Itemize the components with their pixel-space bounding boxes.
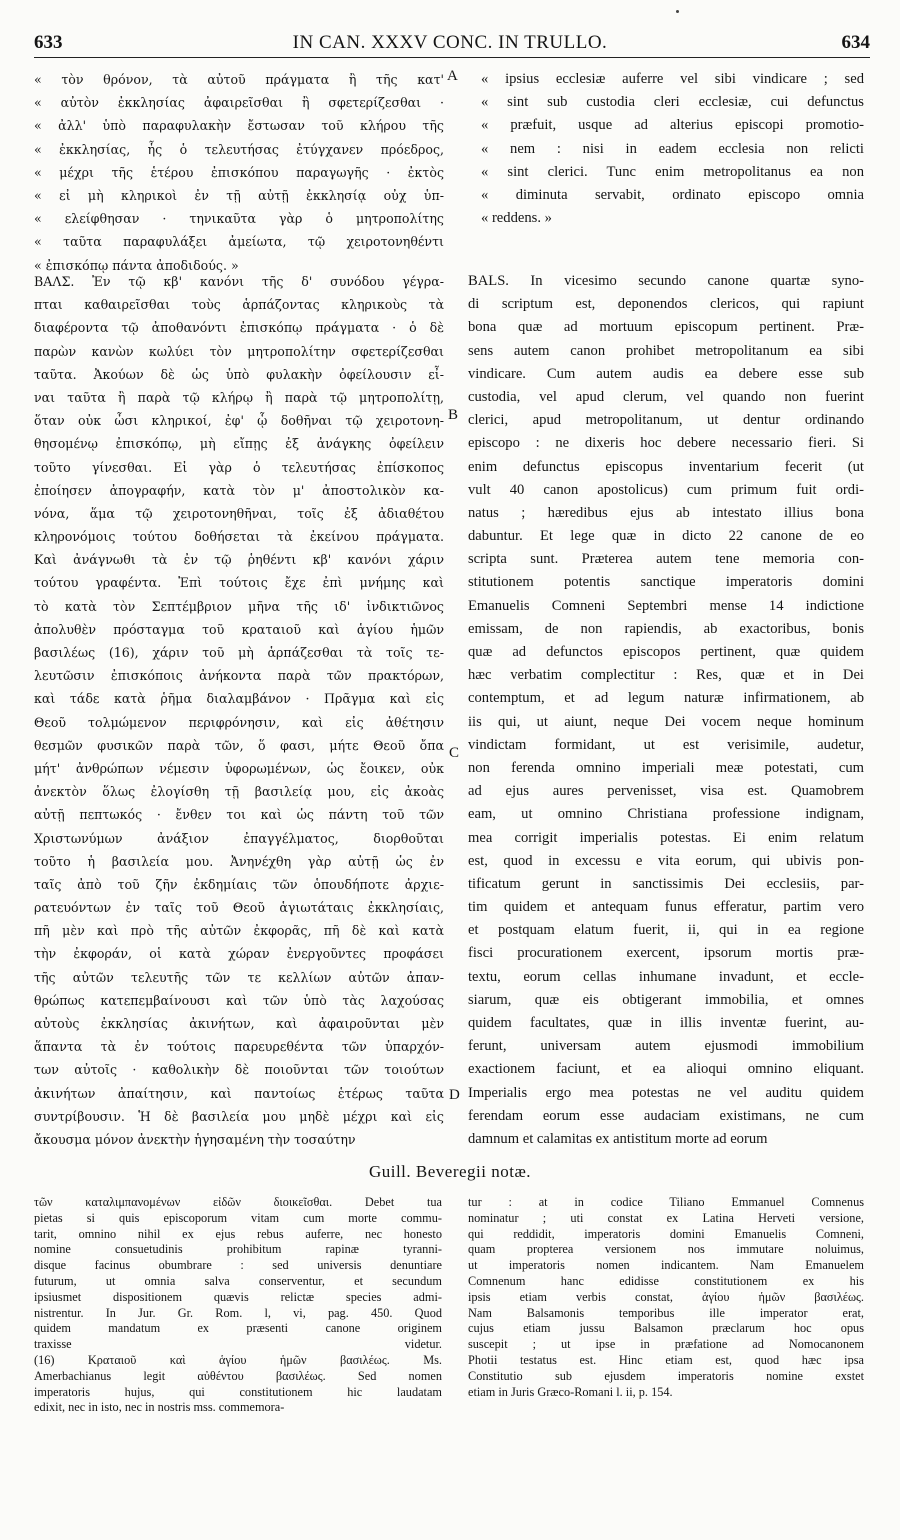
text-line: cujus etiam jussu Balsamon præclarum hoc opus	[468, 1321, 864, 1336]
text-line: Nam Balsamonis temporibus ille imperator erat,	[468, 1305, 864, 1320]
margin-letter-a: A	[447, 68, 458, 84]
page-number-left: 633	[34, 32, 63, 53]
text-line: των αὐτοῖς · καθολικὴν δὲ ποιοῦνται τῶν τοιούτων	[34, 1062, 444, 1078]
text-line: βασιλέως (16), χάριν τοῦ μὴ ἁρπάζεσθαι τὰ τοῖς τε-	[34, 645, 444, 660]
text-line: « reddens. »	[481, 210, 552, 227]
text-line: vult 40 canon apostolicus) cum primum fuit ordi-	[468, 481, 864, 498]
text-line: qui reddidit, imperatoris domini Emanuelis Comneni,	[468, 1226, 864, 1241]
text-line: ipsiusmet dispositionem quævis relictæ species admi-	[34, 1289, 442, 1304]
running-title: IN CAN. XXXV CONC. IN TRULLO.	[292, 32, 608, 53]
text-line: nominatur ; uti constat ex Latina Herveti versione,	[468, 1210, 864, 1225]
text-line: « ἀλλ' ὑπὸ παραφυλακὴν ἔστωσαν τοῦ κλήρου τῆς	[34, 118, 444, 134]
text-line: etiam in Juris Græco-Romani l. ii, p. 154.	[468, 1384, 673, 1399]
text-line: τὸ κατὰ τὸν Σεπτέμβριον μῆνα τῆς ιδ' ἰνδικτιῶνος	[34, 598, 444, 614]
text-line: διαφέροντα τῷ ἀποθανόντι ἐπισκόπῳ πράγματα · ὁ δὲ	[34, 320, 444, 336]
text-line: episcopo : ne dixeris hoc debere necessario fieri. Si	[468, 435, 864, 452]
text-line: ἀνεκτὸν ὅλως ἐλογίσθη τῇ βασιλείᾳ μου, εἰς ἀκοὰς	[34, 784, 444, 800]
page-number-right: 634	[841, 32, 870, 53]
notes-right-column	[468, 1195, 864, 1400]
text-line: BALS. In vicesimo secundo canone quartæ syno-	[468, 273, 864, 289]
text-line: futurum, ut omnia salva conserventur, et secundum	[34, 1273, 442, 1288]
text-line: eam, ut omnino Christiana professione indignam,	[468, 806, 864, 823]
text-line: λευτῶσιν ἐπισκόποις ἀνήκοντα παρὰ τῶν πρακτόρων,	[34, 668, 444, 684]
text-line: damnum et calamitas ex antistitum morte ad eorum	[468, 1130, 768, 1147]
text-line: contemptum, et ad legum naturæ infirmationem, ab	[468, 690, 864, 707]
text-line: exactionem faciunt, et ea alioqui omnino eliquant.	[468, 1061, 864, 1078]
text-line: vindictam formidant, ut est verisimile, audetur,	[468, 736, 864, 753]
text-line: hæc verbatim complectitur : Res, quæ et in Dei	[468, 667, 864, 684]
text-line: non ferenda omnino imperiali meæ potestati, cum	[468, 759, 864, 776]
margin-letter-b: B	[448, 407, 459, 423]
text-line: « præfuit, usque ad alterius episcopi promotio-	[481, 117, 864, 134]
notes-heading: Guill. Beveregii notæ.	[368, 1162, 532, 1181]
margin-letter-c: C	[449, 745, 460, 761]
latin-commentary-balsamon	[468, 270, 864, 1151]
text-line: « αὐτὸν ἐκκλησίας ἀφαιρεῖσθαι ἢ σφετερίζεσθαι ·	[34, 95, 444, 111]
text-line: « ταῦτα παραφυλάξει ἀμείωτα, τῷ χειροτονηθέντι	[34, 234, 444, 250]
text-line: vindicare. Cum autem audis ea debere esse sub	[468, 365, 864, 382]
text-line: καὶ τάδε κατὰ ῥῆμα διαλαμβάνον · Πρᾶγμα καὶ εἰς	[34, 691, 444, 707]
text-line: ut imperatoris nomen indicantem. Nam Emanuelem	[468, 1258, 864, 1273]
text-line: θησομένῳ ἐπισκόπῳ, μὴ εἴπῃς ἐξ ἀνάγκης ὀφείλειν	[34, 436, 444, 452]
text-line: ὅταν οὐκ ὦσι κληρικοί, ἐφ' ᾧ δοθῆναι τῷ χειροτονη-	[34, 413, 444, 429]
text-line: αὐτῇ πεπτωκός · ἔνθεν τοι καὶ ὡς πάντη τοῦ τῶν	[34, 807, 444, 823]
text-line: tim quidem et antequam funus efferatur, partim vero	[468, 899, 864, 916]
text-line: (16) Κραταιοῦ καὶ ἁγίου ἡμῶν βασιλέως. Ms.	[34, 1352, 442, 1367]
text-line: et postquam elatum fuerit, ii, qui in ea regione	[468, 922, 864, 939]
text-line: « ἐκκλησίας, ἧς ὁ τελευτήσας ἐτύγχανεν πρόεδρος,	[34, 141, 444, 157]
text-line: « τὸν θρόνον, τὰ αὐτοῦ πράγματα ἢ τῆς κατ'	[34, 72, 444, 87]
text-line: Constitutio sub ejusdem imperatoris nomine exstet	[468, 1368, 864, 1383]
text-line: « μέχρι τῆς ἑτέρου ἐπισκόπου παραγωγῆς · ἐκτὸς	[34, 164, 444, 180]
text-line: emissam, de non rapiendis, ab exactoribus, bonis	[468, 620, 864, 637]
text-line: custodia, vel apud clerum, vel quando non fuerint	[468, 388, 864, 405]
text-line: ταῖς ἀπὸ τοῦ ζῆν ἐκδημίαις τῶν ὁπουδήποτε ἀρχιε-	[34, 876, 444, 892]
text-line: τούτου γραφέντα. Ἐπὶ τούτοις ἔχε ἐπὶ μνήμης καὶ	[34, 575, 444, 591]
text-line: pietas si quis episcoporum vitam cum morte commu-	[34, 1210, 442, 1225]
header-rule	[34, 57, 870, 58]
text-line: μήτ' ἀνθρώπων νέμεσιν ὑφορωμένων, ὡς ἔοικεν, οὐκ	[34, 760, 444, 776]
text-line: est, quod in excessu e vita eorum, qui ubivis pon-	[468, 852, 864, 869]
text-line: « diminuta servabit, ordinato episcopo omnia	[481, 186, 864, 203]
text-line: πται καθαιρεῖσθαι τοὺς ἁρπάζοντας κληρικοὺς τὰ	[34, 297, 444, 313]
text-line: nomine consuetudinis prohibitum rapinæ tyranni-	[34, 1242, 442, 1257]
latin-canon-quote	[481, 68, 864, 230]
text-line: θρώπως κατεπεμβαίνουσι καὶ τῶν ὑπὸ τὰς λαχούσας	[34, 992, 444, 1008]
text-line: imperatoris hujus, qui constitutionem hic laudatam	[34, 1384, 442, 1399]
text-line: « ipsius ecclesiæ auferre vel sibi vindicare ; sed	[481, 71, 864, 87]
text-line: θεσμῶν φυσικῶν παρὰ τῶν, ὅ φασι, μήτε Θεοῦ ὄπα	[34, 737, 444, 753]
text-line: quam propterea versionem nos immutare noluimus,	[468, 1242, 864, 1257]
margin-letter-d: D	[449, 1087, 460, 1103]
greek-commentary-balsamon	[34, 270, 444, 1151]
text-line: ταῦτα. Ἀκούων δὲ ὡς ὑπὸ φυλακὴν ὀφείλουσιν εἶ-	[34, 366, 444, 382]
text-line: natus ; hæredibus ejus ab intestato illius bona	[468, 504, 864, 521]
text-line: enim defunctus episcopus inventarium fecerit (ut	[468, 458, 864, 475]
text-line: Emanuelis Comneni Septembri mense 14 indictione	[468, 597, 864, 614]
text-line: di scriptum est, deponendos clericos, qui rapiunt	[468, 296, 864, 313]
text-line: ΒΑΛΣ. Ἐν τῷ κβ' κανόνι τῆς δ' συνόδου γέγρα-	[34, 274, 444, 289]
text-line: ρατευόντων ἐν ταῖς τοῦ Θεοῦ ἁγιωτάταις ἐκκλησίαις,	[34, 900, 444, 916]
text-line: « ἐπισκόπῳ πάντα ἀποδιδούς. »	[34, 257, 239, 273]
text-line: τοῦτο ἡ βασιλεία μου. Ἀνηνέχθη γὰρ αὐτῇ ὡς ἐν	[34, 853, 444, 869]
text-line: edixit, nec in isto, nec in nostris mss. commemora-	[34, 1400, 285, 1415]
text-line: « sint sub custodia cleri ecclesiæ, cui defunctus	[481, 94, 864, 111]
text-line: τῶν καταλιμπανομένων εἰδῶν διοικεῖσθαι. Debet tua	[34, 1195, 442, 1209]
text-line: stitutionem potentis sanctique imperatoris domini	[468, 574, 864, 591]
text-line: quidem facultates, quæ in illis inventæ fuerint, au-	[468, 1015, 864, 1031]
text-line: tificatum gerunt in sanctissimis Dei ecclesiis, par-	[468, 875, 864, 892]
text-line: tur : at in codice Tiliano Emmanuel Comnenus	[468, 1195, 864, 1209]
text-line: ad ejus aures pervenisset, visa est. Quamobrem	[468, 783, 864, 800]
text-line: παρὼν κανὼν κωλύει τὸν μητροπολίτην σφετερίζεσθαι	[34, 343, 444, 359]
text-line: συντρίβουσιν. Ἡ δὲ βασιλεία μου μηδὲ μέχρι καὶ εἰς	[34, 1108, 444, 1124]
text-line: textu, eorum cellas inhumane invadunt, et eccle-	[468, 968, 864, 985]
text-line: νόνα, ἅμα τῷ χειροτονηθῆναι, τοῖς ἐξ ἀδιαθέτου	[34, 505, 444, 521]
text-line: τοῦτο γίνεσθαι. Εἰ γὰρ ὁ τελευτήσας ἐπίσκοπος	[34, 459, 444, 475]
text-line: mea corrigit imperialis potestas. Ei enim relatum	[468, 829, 864, 846]
text-line: τῆς αὐτῶν τελευτῆς τῶν τε κελλίων αὐτῶν ἀπαν-	[34, 969, 444, 985]
text-line: Amerbachianus legit αὐθέντου βασιλέως. Sed nomen	[34, 1368, 442, 1383]
print-speck	[676, 10, 679, 13]
text-line: disque facinus obumbrare : sed universis denuntiare	[34, 1258, 442, 1273]
text-line: ἀπολυθὲν πρόσταγμα τοῦ κραταιοῦ καὶ ἁγίου ἡμῶν	[34, 621, 444, 637]
text-line: traxisse videtur.	[34, 1337, 442, 1352]
text-line: ἄκουσμα μόνον ἀνεκτὴν ἡγησαμένη τὴν τοσαύτην	[34, 1131, 356, 1147]
text-line: sens autem canon prohibet metropolitanum ea sibi	[468, 342, 864, 359]
text-line: fisci procurationem exercent, ipsorum mortis præ-	[468, 945, 864, 962]
text-line: ferunt, universam autem ejusmodi immobilium	[468, 1038, 864, 1055]
text-line: nistrentur. In Jur. Gr. Rom. l, vi, pag. 450. Quod	[34, 1305, 442, 1320]
text-line: Θεοῦ τολμώμενον περιφρόνησιν, καὶ εἰς ἀθέτησιν	[34, 714, 444, 730]
text-line: suscepit ; ut ipse in præfatione ad Nomocanonem	[468, 1337, 864, 1352]
text-line: ἐποίησεν ἀπογραφήν, κατὰ τὸν μ' ἀποστολικὸν κα-	[34, 482, 444, 498]
text-line: quæ ad defunctos episcopos pertinent, quæ quidem	[468, 644, 864, 660]
text-line: ipsis etiam verbis constat, ἁγίου ἡμῶν βασιλέως.	[468, 1289, 864, 1304]
text-line: Photii testatus est. Hinc etiam est, quod hæc ipsa	[468, 1352, 864, 1367]
text-line: ἅπαντα τὰ ἐν τούτοις παρευρεθέντα τῶν ὑπαρχόν-	[34, 1039, 444, 1055]
text-line: τὴν ἐκφοράν, οἱ κατὰ χώραν ἐνεργοῦντες προφάσει	[34, 946, 444, 962]
text-line: siarum, quæ eis obtigerant immobilia, et omnes	[468, 991, 864, 1008]
text-line: ἀκινήτων ἀπαίτησιν, καὶ παντοίως ἑτέρως ταῦτα	[34, 1085, 444, 1101]
text-line: κληρονόμοις τούτου δοθήσεται τὰ ἐκείνου πράγματα.	[34, 529, 444, 545]
text-line: Χριστωνύμων ἀνάξιον ἐπαγγέλματος, διορθοῦται	[34, 830, 444, 846]
text-line: « nem : nisi in eadem ecclesia non relicti	[481, 140, 864, 157]
text-line: Imperialis ergo mea potestas ne vel auditu quidem	[468, 1084, 864, 1101]
text-line: bona quæ ad mortuum episcopum pertinent. Præ-	[468, 319, 864, 336]
text-line: Comnenum hanc edidisse constitutionem ex his	[468, 1273, 864, 1288]
text-line: clerici, apud metropolitanum, ut dentur ordinando	[468, 412, 864, 429]
text-line: dabuntur. Et lege quæ in dicto 22 canone de eo	[468, 528, 864, 545]
greek-canon-quote	[34, 68, 444, 277]
text-line: « εἰ μὴ κληρικοὶ ἐν τῇ αὐτῇ ἐκκλησίᾳ οὐχ ὑπ-	[34, 187, 444, 203]
text-line: tarit, omnino nihil ex ejus rebus auferre, nec honesto	[34, 1226, 442, 1241]
text-line: scripta sunt. Præterea autem tene memoria con-	[468, 551, 864, 568]
notes-left-column	[34, 1195, 442, 1416]
text-line: αὐτοὺς ἐκκλησίας ἀκινήτων, καὶ ἀφαιροῦνται μὲν	[34, 1016, 444, 1031]
text-line: ναι ταῦτα ἢ παρὰ τῷ κλήρῳ ἢ παρὰ τῷ μητροπολίτῃ,	[34, 389, 444, 405]
text-line: iis qui, ut aiunt, neque Dei vocem neque hominum	[468, 713, 864, 730]
text-line: « sint clerici. Tunc enim metropolitanus ea non	[481, 163, 864, 180]
text-line: quidem mandatum ex præsenti canone originem	[34, 1321, 442, 1336]
running-header	[26, 32, 874, 56]
text-line: Καὶ ἀνάγνωθι τὰ ἐν τῷ ῥηθέντι κβ' κανόνι χάριν	[34, 552, 444, 568]
text-line: ferendam eorum esse audaciam existimans, ne cum	[468, 1107, 864, 1124]
text-line: πῆ μὲν καὶ πρὸ τῆς αὐτῶν ἐκφορᾶς, πῆ δὲ καὶ κατὰ	[34, 923, 444, 939]
text-line: « ελείφθησαν · τηνικαῦτα γὰρ ὁ μητροπολίτης	[34, 211, 444, 227]
